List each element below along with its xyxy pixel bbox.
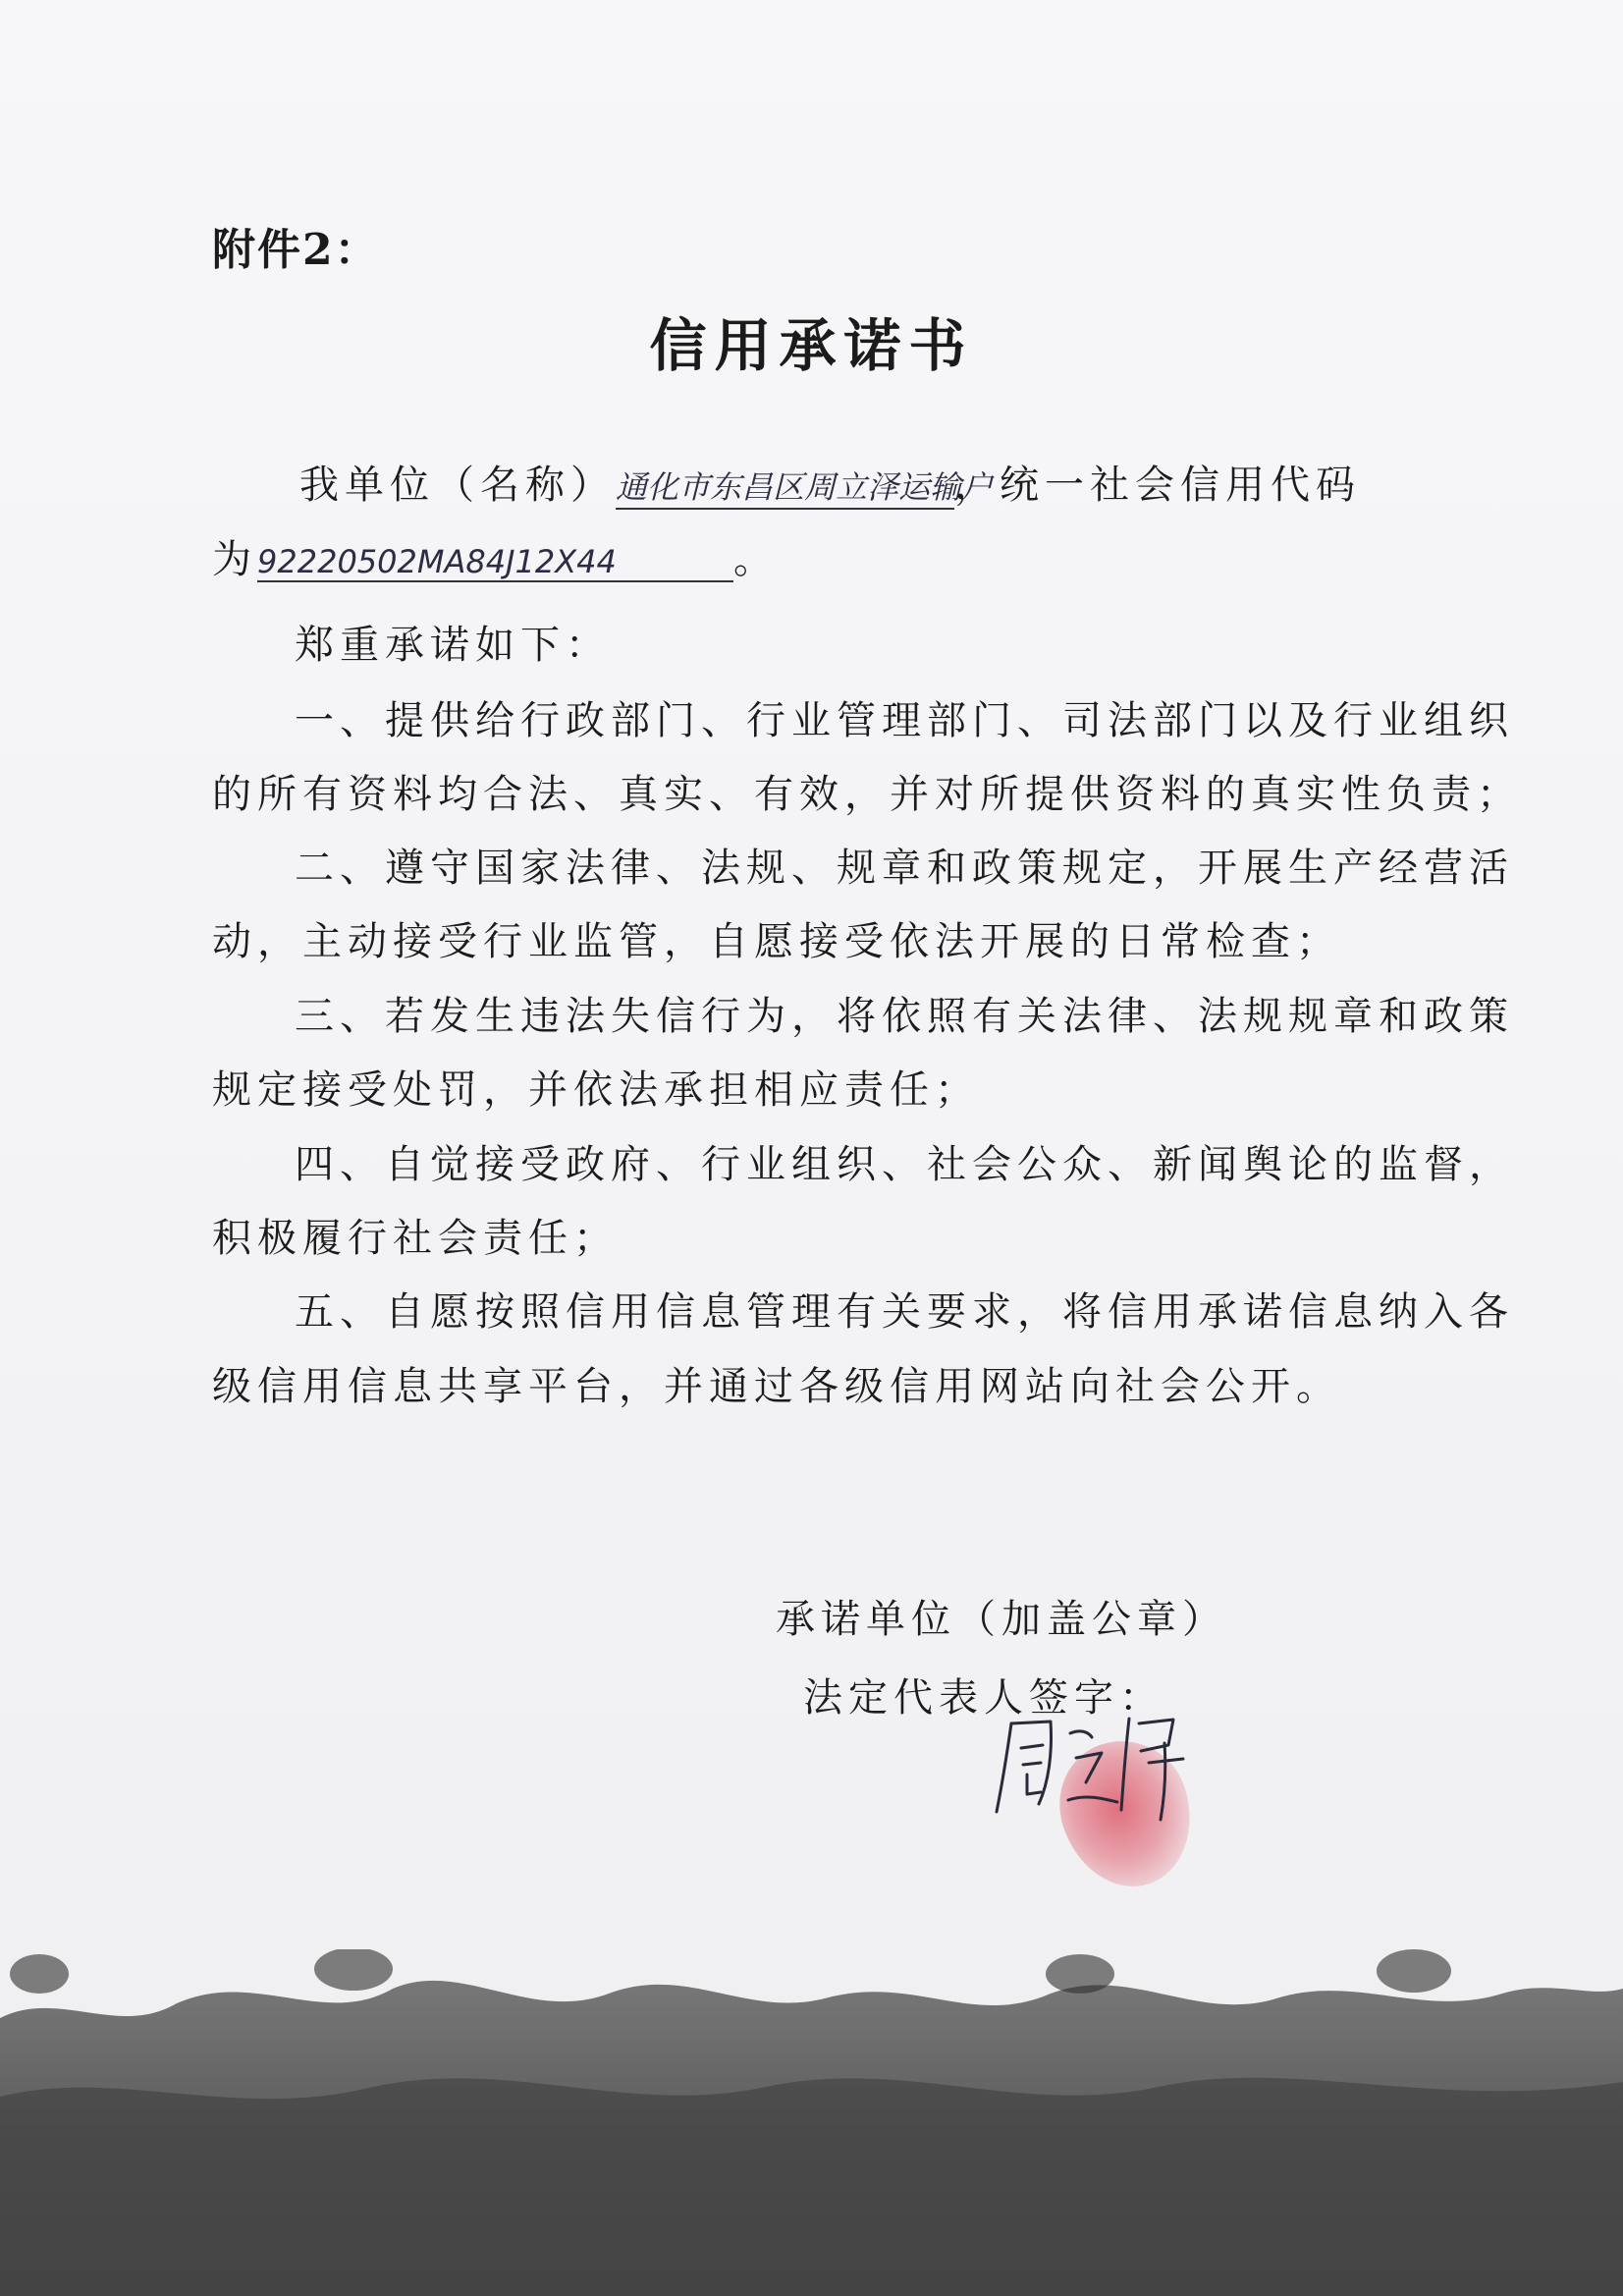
commitments-heading: 郑重承诺如下： — [295, 623, 611, 668]
code-prefix: 为 — [212, 537, 257, 582]
intro-prefix: 我单位（名称） — [299, 463, 616, 508]
handwritten-signature — [992, 1704, 1198, 1822]
intro-suffix: ，统一社会信用代码 — [954, 463, 1361, 508]
commitment-line: 级信用信息共享平台，并通过各级信用网站向社会公开。 — [212, 1364, 1341, 1409]
commitment-line: 二、遵守国家法律、法规、规章和政策规定，开展生产经营活 — [295, 846, 1514, 891]
promising-unit-label: 承诺单位（加盖公章） — [776, 1597, 1227, 1642]
intro-line-1 — [299, 454, 1361, 510]
credit-code-field: 92220502MA84J12X44 — [257, 543, 733, 582]
commitment-line: 五、自愿按照信用信息管理有关要求，将信用承诺信息纳入各 — [295, 1289, 1514, 1335]
scan-artifact-band — [0, 1949, 1623, 2296]
commitment-line: 一、提供给行政部门、行业管理部门、司法部门以及行业组织 — [295, 698, 1514, 743]
document-title: 信用承诺书 — [649, 312, 974, 379]
commitment-line: 规定接受处罚，并依法承担相应责任； — [212, 1067, 980, 1113]
attachment-label: 附件2： — [212, 225, 380, 275]
legal-rep-label: 法定代表人签字： — [803, 1675, 1164, 1721]
commitment-line: 四、自觉接受政府、行业组织、社会公众、新闻舆论的监督， — [295, 1142, 1514, 1187]
intro-line-2 — [212, 528, 779, 584]
unit-name-field: 通化市东昌区周立泽运输户 — [616, 463, 954, 510]
commitment-line: 三、若发生违法失信行为，将依照有关法律、法规规章和政策 — [295, 994, 1514, 1039]
commitment-line: 积极履行社会责任； — [212, 1216, 619, 1261]
commitment-line: 的所有资料均合法、真实、有效，并对所提供资料的真实性负责； — [212, 772, 1522, 817]
code-suffix: 。 — [733, 537, 779, 582]
commitment-line: 动，主动接受行业监管，自愿接受依法开展的日常检查； — [212, 919, 1341, 964]
